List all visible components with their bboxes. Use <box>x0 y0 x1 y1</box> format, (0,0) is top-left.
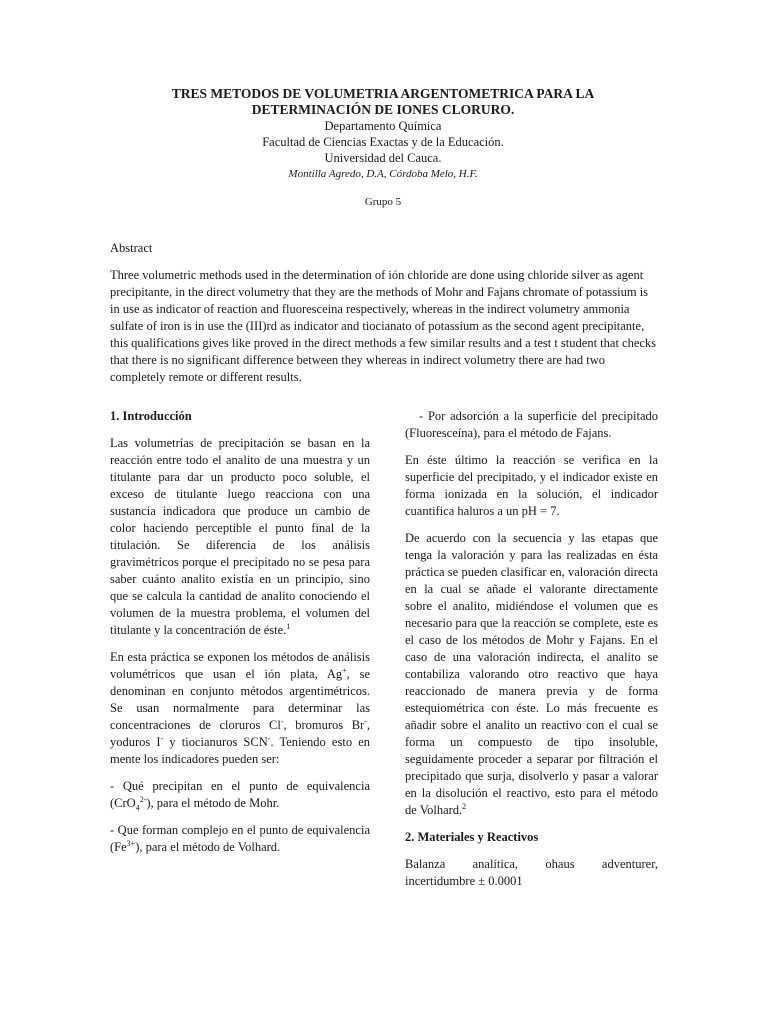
paper-title-line-2: DETERMINACIÓN DE IONES CLORURO. <box>251 102 515 117</box>
intro-paragraph-2-text-c: , bromuros Br <box>283 718 365 732</box>
indicator-item-fajans: - Por adsorción a la superficie del precipitado (Fluoresceína), para el método de Fajans. <box>405 409 658 440</box>
section-heading-materials: 2. Materiales y Reactivos <box>405 830 539 844</box>
chloride-charge: - <box>280 716 284 726</box>
abstract-heading: Abstract <box>110 241 153 255</box>
university: Universidad del Cauca. <box>324 151 442 165</box>
indicator-item-volhard-text-b: ), para el método de Volhard. <box>135 840 281 854</box>
iron-charge: 3+ <box>126 838 136 848</box>
reference-marker: 1 <box>286 621 291 631</box>
right-column <box>405 408 658 900</box>
indicator-item-mohr-text-a: - Qué precipitan en el punto de equivalencia (CrO <box>110 779 370 810</box>
intro-paragraph-2 <box>110 649 370 768</box>
intro-paragraph-2-text-e: y tiocianuros SCN <box>163 735 268 749</box>
fajans-paragraph: En éste último la reacción se verifica en la superficie del precipitado, y el indicador existe en forma ionizada en la solución, el indicador cuantifica haluros a un pH = 7. <box>405 453 658 518</box>
authors: Montilla Agredo, D.A, Córdoba Melo, H.F. <box>288 168 478 180</box>
group-label: Grupo 5 <box>364 196 402 208</box>
abstract-text: Three volumetric methods used in the determination of ión chloride are done using chloride silver as agent precipitante, in the direct volumetry that they are the methods of Mohr and Fajans chromate of potassium is in use as indicator of reaction and fluoresceina respectively, whereas in the indirect volumetry ammonia sulfate of iron is in use the (III)rd as indicator and tiocianato of potassium as the second agent precipitante, this qualifications gives like proved in the direct methods a few similar results and a test t student that checks that there is no significant difference between they whereas in indirect volumetry there are had two completely remote or different results. <box>110 268 657 384</box>
thiocyanate-charge: - <box>267 733 271 743</box>
department: Departamento Química <box>324 119 442 133</box>
faculty: Facultad de Ciencias Exactas y de la Educación. <box>262 135 504 149</box>
chromate-subscript: 4 <box>135 803 140 813</box>
intro-paragraph-2-text-d: , yoduros I <box>110 718 370 749</box>
section-heading-introduction: 1. Introducción <box>110 409 192 423</box>
materials-paragraph: Balanza analítica, ohaus adventurer, incertidumbre ± 0.0001 <box>405 857 658 888</box>
intro-paragraph-1 <box>110 435 370 639</box>
left-column <box>110 408 370 866</box>
intro-paragraph-2-text-f: . Teniendo esto en mente los indicadores pueden ser: <box>110 735 370 766</box>
abstract-section <box>110 240 658 386</box>
paper-title-line-1: TRES METODOS DE VOLUMETRIA ARGENTOMETRICA PARA LA <box>171 86 595 101</box>
paper-header <box>100 86 666 210</box>
intro-paragraph-1-text: Las volumetrías de precipitación se basan en la reacción entre todo el analito de una muestra y un titulante para dar un producto poco soluble, el exceso de titulante luego reacciona con una sustancia indicadora que produce un cambio de color haciendo perceptible el punto final de la titulación. Se diferencia de los análisis gravimétricos porque el precipitado no se pesa para saber cuánto analito existía en un principio, sino que se calcula la cantidad de analito conociendo el volumen de la muestra problema, el volumen del titulante y la concentración de éste. <box>110 436 370 637</box>
indicator-item-volhard <box>110 822 370 856</box>
chromate-charge: 2- <box>139 794 147 804</box>
indicator-item-mohr-text-b: ), para el método de Mohr. <box>146 796 280 810</box>
intro-paragraph-2-text-b: , se denominan en conjunto métodos argentimétricos. Se usan normalmente para determinar las concentraciones de cloruros Cl <box>110 667 370 732</box>
titration-types-paragraph <box>405 530 658 819</box>
indicator-item-mohr <box>110 778 370 812</box>
silver-charge: + <box>342 665 347 675</box>
indicator-item-volhard-text-a: - Que forman complejo en el punto de equivalencia (Fe <box>110 823 370 854</box>
titration-types-text: De acuerdo con la secuencia y las etapas que tenga la valoración y para las realizadas en ésta práctica se pueden clasificar en, valoración directa en la cual se añade el valorante directamente sobre el analito, midiéndose el volumen que es necesario para que la reacción se complete, este es el caso de los métodos de Mohr y Fajans. En el caso de una valoración indirecta, el analito se contabiliza valorando otro reactivo que haya reaccionado de manera previa y de forma estequiométrica con éste. Lo más frecuente es añadir sobre el analito un reactivo con el cual se forma un compuesto de tipo insoluble, seguidamente proceder a separar por filtración el precipitado que surja, disolverlo y pasar a valorar en la disolución el reactivo, esto para el método de Volhard. <box>405 531 658 817</box>
iodide-charge: - <box>160 733 164 743</box>
bromide-charge: - <box>364 716 367 726</box>
reference-marker-2: 2 <box>462 801 467 811</box>
intro-paragraph-2-text-a: En esta práctica se exponen los métodos de análisis volumétricos que usan el ión plata, Ag <box>110 650 370 681</box>
